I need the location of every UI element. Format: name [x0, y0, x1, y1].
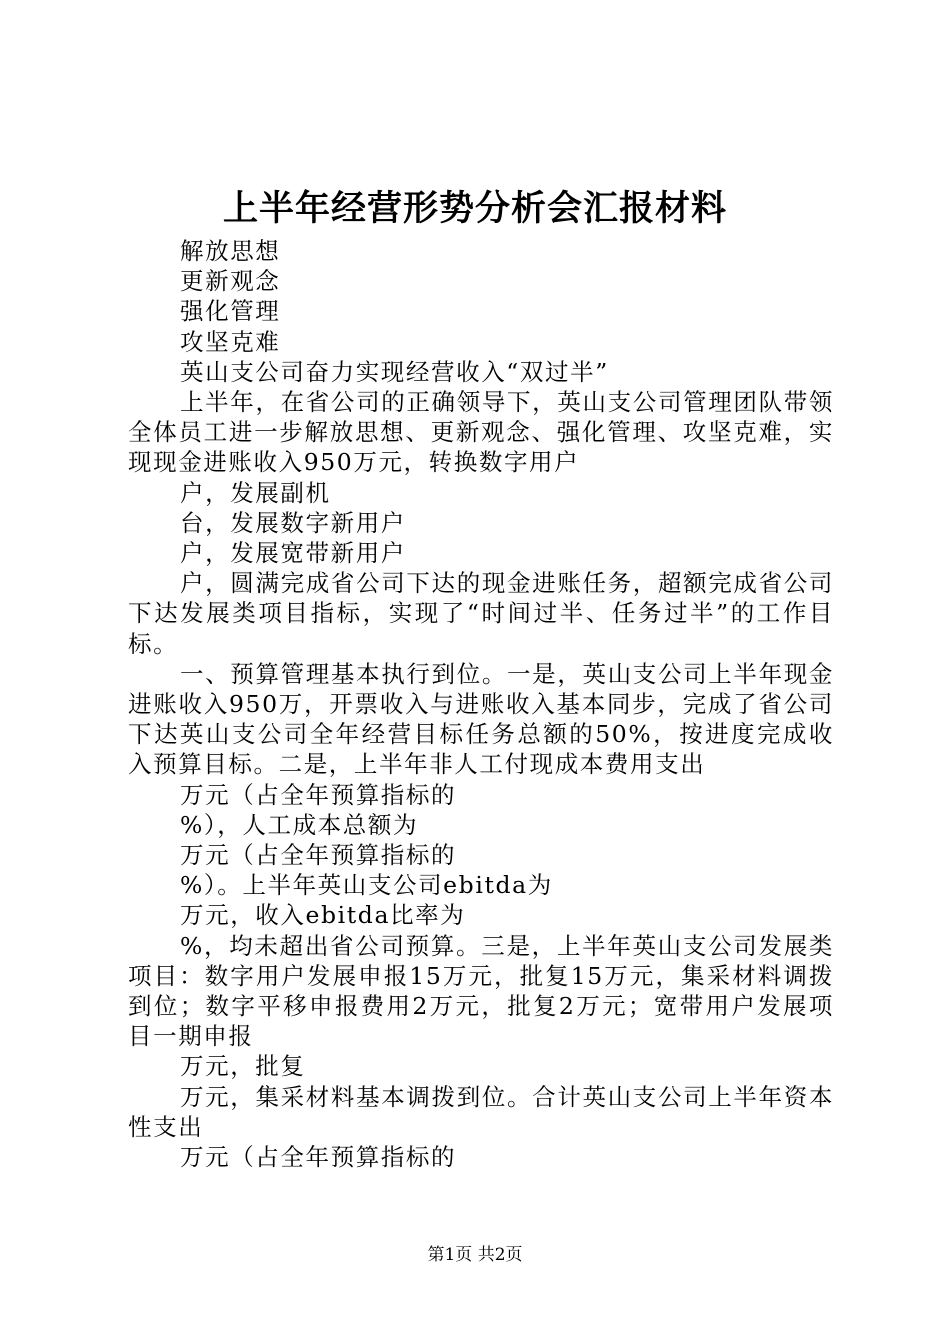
document-title: 上半年经营形势分析会汇报材料 [222, 188, 727, 229]
paragraph: 台，发展数字新用户 [180, 508, 406, 537]
paragraph: 万元（占全年预算指标的 [180, 1143, 457, 1172]
paragraph: %，均未超出省公司预算。三是，上半年英山支公司发展类项目：数字用户发展申报15万元，批复15万元，集采材料调拨到位；数字平移申报费用2万元，批复2万元；宽带用户发展项目一期申报 [128, 931, 834, 1051]
paragraph: 一、预算管理基本执行到位。一是，英山支公司上半年现金进账收入950万，开票收入与进账收入基本同步，完成了省公司下达英山支公司全年经营目标任务总额的50%，按进度完成收入预算目标。二是，上半年非人工付现成本费用支出 [128, 659, 834, 779]
paragraph: 解放思想 [180, 237, 281, 265]
paragraph: 更新观念 [180, 267, 281, 296]
paragraph: 户，发展副机 [180, 478, 331, 507]
paragraph: 万元（占全年预算指标的 [180, 841, 457, 870]
paragraph: %）。上半年英山支公司ebitda为 [180, 871, 553, 900]
paragraph: 强化管理 [180, 297, 281, 326]
paragraph: 万元，批复 [180, 1052, 306, 1081]
paragraph: 万元（占全年预算指标的 [180, 780, 457, 809]
paragraph: 英山支公司奋力实现经营收入“双过半” [180, 357, 609, 386]
paragraph: %），人工成本总额为 [180, 810, 419, 839]
paragraph: 上半年，在省公司的正确领导下，英山支公司管理团队带领全体员工进一步解放思想、更新观念、强化管理、攻坚克难，实现现金进账收入950万元，转换数字用户 [128, 388, 834, 477]
paragraph: 户，发展宽带新用户 [180, 539, 406, 568]
paragraph: 攻坚克难 [180, 327, 281, 356]
document-body [128, 236, 834, 1172]
paragraph: 万元，集采材料基本调拨到位。合计英山支公司上半年资本性支出 [128, 1082, 834, 1141]
page-footer: 第1页 共2页 [427, 1245, 523, 1265]
paragraph: 户，圆满完成省公司下达的现金进账任务，超额完成省公司下达发展类项目指标，实现了“时间过半、任务过半”的工作目标。 [128, 569, 834, 658]
paragraph: 万元，收入ebitda比率为 [180, 901, 466, 930]
